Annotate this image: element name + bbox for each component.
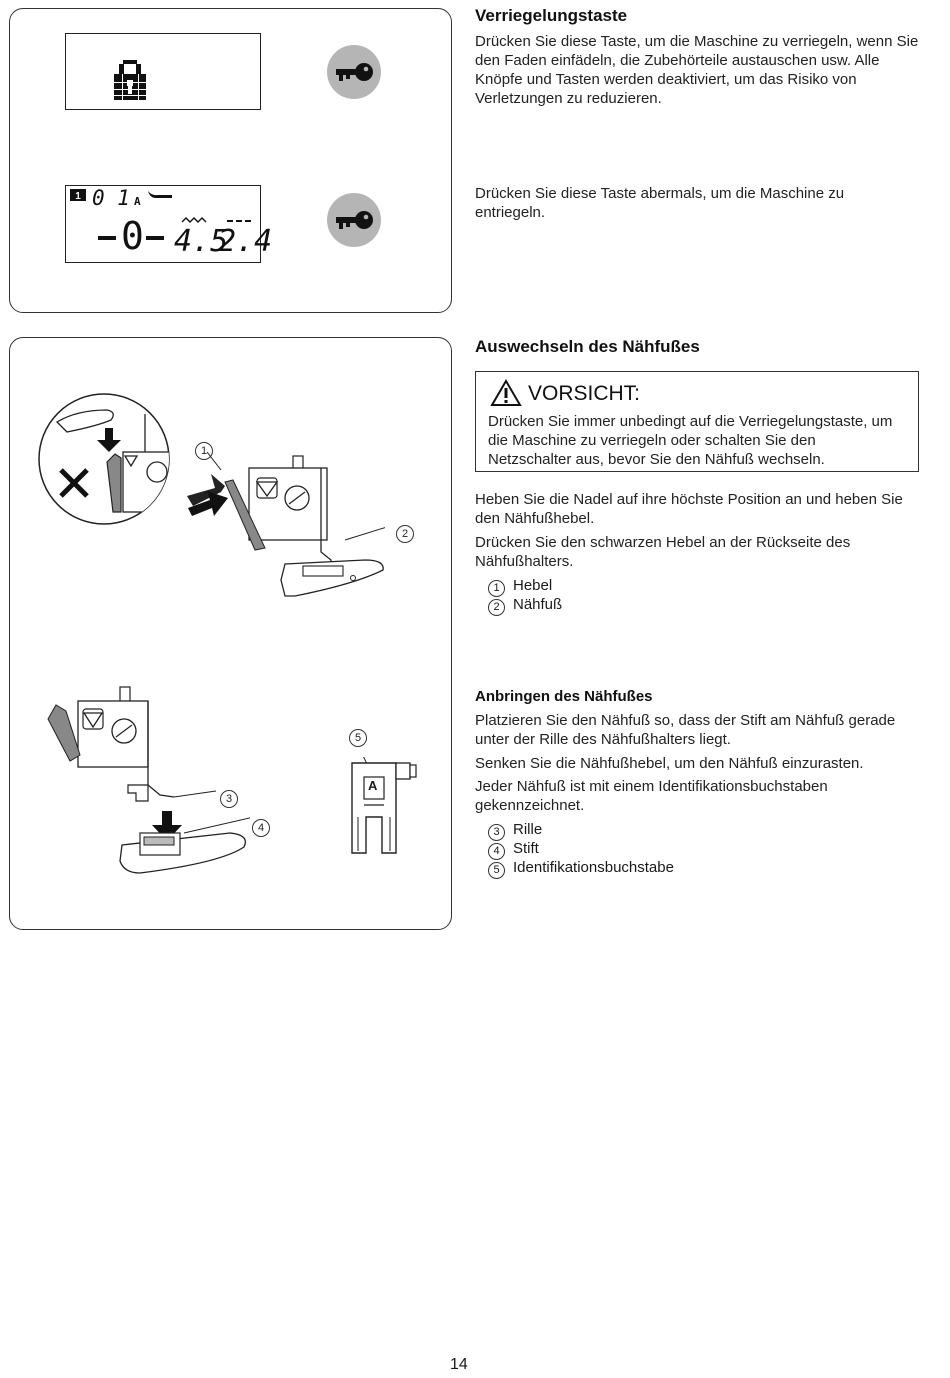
key-icon (327, 193, 381, 247)
lcd-center-value: 0 (121, 214, 144, 258)
replace-paragraph-1: Heben Sie die Nadel auf ihre höchste Position an und heben Sie den Nähfußhebel. (475, 491, 903, 527)
replace-legend (488, 576, 562, 614)
warning-title: VORSICHT: (528, 382, 641, 405)
callout-1: 1 (195, 442, 213, 460)
replace-paragraph-2: Drücken Sie den schwarzen Hebel an der Rückseite des Nähfußhalters. (475, 534, 851, 570)
lock-paragraph-1: Drücken Sie diese Taste, um die Maschine zu verriegeln, wenn Sie den Faden einfädeln, die Zubehörteile austauschen usw. Alle Knöpfe und Tasten werden deaktiviert, um das Risiko von Verletzungen zu reduzieren. (475, 33, 919, 107)
lock-icon (110, 58, 150, 104)
lcd-display-locked (65, 33, 261, 110)
lcd-display-unlocked (65, 185, 273, 263)
unlock-key-button[interactable] (327, 193, 381, 247)
callout-3: 3 (220, 790, 238, 808)
legend-item: 1 Hebel (488, 576, 562, 595)
lcd-width-value: 4.5 (174, 224, 229, 259)
lcd-pattern-number: 0 1 (92, 186, 130, 210)
finger-press-illustration (37, 392, 171, 526)
page-number: 14 (450, 1356, 468, 1373)
warning-icon (490, 379, 522, 407)
memory-icon (70, 189, 86, 201)
svg-text:1: 1 (75, 191, 81, 201)
warning-box (475, 371, 919, 472)
callout-4: 4 (252, 819, 270, 837)
attach-section-title: Anbringen des Nähfußes (475, 688, 653, 705)
warning-text: Drücken Sie immer unbedingt auf die Verriegelungstaste, um die Maschine zu verriegeln oder schalten Sie den Netzschalter aus, bevor Sie den Nähfuß wechseln. (488, 413, 893, 468)
legend-item: 4 Stift (488, 839, 674, 858)
lcd-mode-letter: A (134, 195, 141, 208)
attach-legend (488, 820, 674, 877)
lcd-length-value: 2.4 (218, 224, 273, 259)
presser-foot-indicator-icon (146, 189, 174, 199)
attach-foot-illustration (40, 685, 250, 885)
foot-identification-letter: A (368, 778, 378, 793)
lock-paragraph-2: Drücken Sie diese Taste abermals, um die Maschine zu entriegeln. (475, 185, 845, 221)
presser-foot-front-illustration (346, 757, 418, 857)
callout-2: 2 (396, 525, 414, 543)
key-icon (327, 45, 381, 99)
callout-5: 5 (349, 729, 367, 747)
attach-paragraph-1: Platzieren Sie den Nähfuß so, dass der Stift am Nähfuß gerade unter der Rille des Nähfußhalters liegt. (475, 712, 896, 748)
legend-item: 2 Nähfuß (488, 595, 562, 614)
push-arrow-icon (186, 486, 230, 520)
lock-key-button[interactable] (327, 45, 381, 99)
replace-section-title: Auswechseln des Nähfußes (475, 337, 700, 356)
lock-section-title: Verriegelungstaste (475, 6, 628, 25)
legend-item: 5 Identifikationsbuchstabe (488, 858, 674, 877)
attach-paragraph-3: Jeder Nähfuß ist mit einem Identifikationsbuchstaben gekennzeichnet. (475, 778, 828, 814)
legend-item: 3 Rille (488, 820, 674, 839)
presser-foot-holder-illustration (185, 452, 385, 602)
zigzag-icon (181, 216, 207, 224)
attach-paragraph-2: Senken Sie die Nähfußhebel, um den Nähfuß einzurasten. (475, 755, 864, 772)
